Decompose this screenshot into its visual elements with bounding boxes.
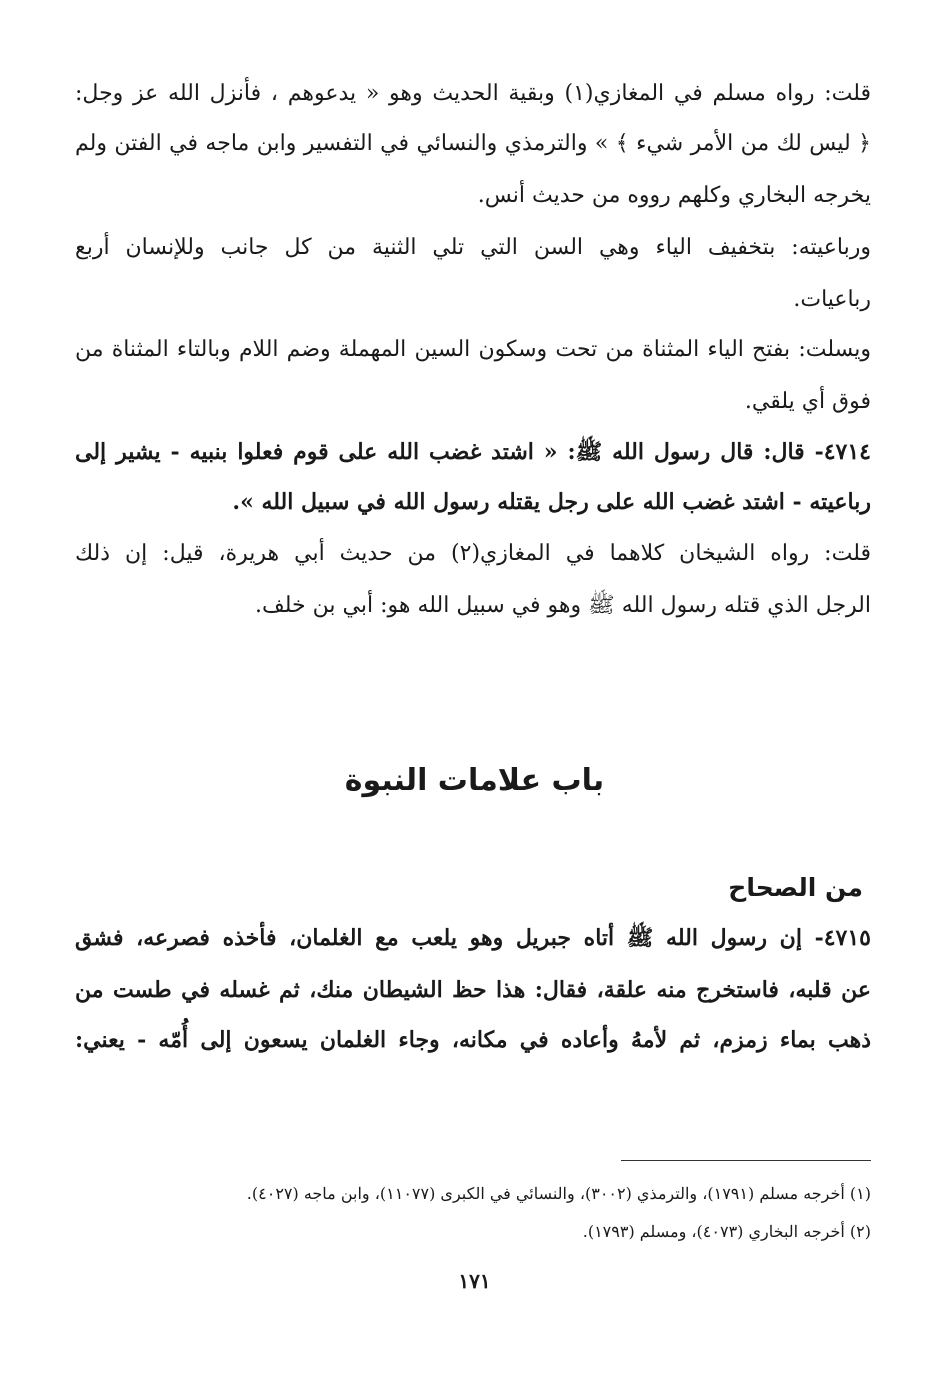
footnote-divider [621,1160,871,1161]
subsection-title: من الصحاح [728,873,863,902]
hadith-4715-line-3: ذهب بماء زمزم، ثم لأمهُ وأعاده في مكانه، وجاء الغلمان يسعون إلى أُمّه - يعني: [75,1027,871,1053]
footnote-1: (١) أخرجه مسلم (١٧٩١)، والترمذي (٣٠٠٢)، والنسائي في الكبرى (١١٠٧٧)، وابن ماجه (٤٠٢٧). [246,1184,871,1203]
body-line-2: ﴿ ليس لك من الأمر شيء ﴾ » والترمذي والنسائي في التفسير وابن ماجه في الفتن ولم [75,131,871,156]
hadith-4715-line-2: عن قلبه، فاستخرج منه علقة، فقال: هذا حظ الشيطان منك، ثم غسله في طست من [75,977,871,1003]
body-line-4: ورباعيته: بتخفيف الياء وهي السن التي تلي الثنية من كل جانب وللإنسان أربع [75,235,871,260]
hadith-4714-line-1: ٤٧١٤- قال: قال رسول الله ﷺ: « اشتد غضب الله على قوم فعلوا بنبيه - يشير إلى [75,439,871,465]
footnote-2: (٢) أخرجه البخاري (٤٠٧٣)، ومسلم (١٧٩٣). [582,1222,871,1241]
body-line-10: قلت: رواه الشيخان كلاهما في المغازي(٢) من حديث أبي هريرة، قيل: إن ذلك [75,541,871,566]
hadith-4715-line-1: ٤٧١٥- إن رسول الله ﷺ أتاه جبريل وهو يلعب مع الغلمان، فأخذه فصرعه، فشق [75,925,871,951]
body-line-1: قلت: رواه مسلم في المغازي(١) وبقية الحديث وهو « يدعوهم ، فأنزل الله عز وجل: [75,81,872,106]
hadith-4714-line-2: رباعيته - اشتد غضب الله على رجل يقتله رسول الله في سبيل الله ». [232,489,871,515]
body-line-6: ويسلت: بفتح الياء المثناة من تحت وسكون السين المهملة وضم اللام وبالتاء المثناة من [75,337,871,362]
body-line-7: فوق أي يلقي. [744,389,871,414]
page-number: ١٧١ [458,1269,491,1293]
body-line-11: الرجل الذي قتله رسول الله ﷺ وهو في سبيل الله هو: أبي بن خلف. [255,593,871,618]
body-line-5: رباعيات. [793,287,871,312]
body-line-3: يخرجه البخاري وكلهم رووه من حديث أنس. [477,183,871,208]
section-title: باب علامات النبوة [344,763,605,798]
